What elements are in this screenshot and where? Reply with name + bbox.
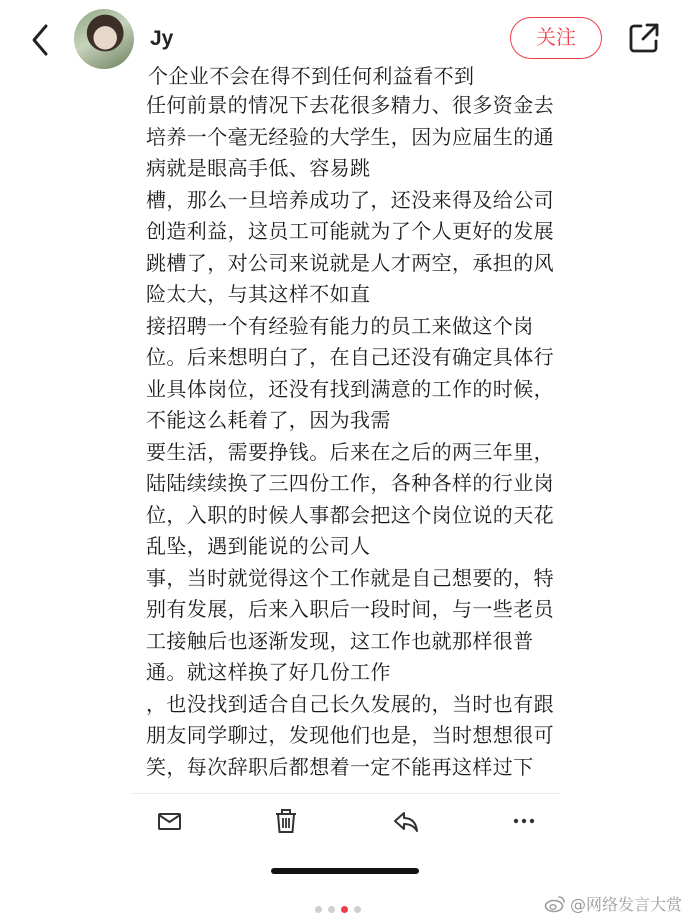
document-line: 险太大，与其这样不如直	[146, 282, 371, 306]
pager-dot[interactable]	[328, 906, 335, 913]
watermark	[544, 892, 682, 915]
document-line: 别有发展，后来入职后一段时间，与一些老员	[146, 597, 554, 621]
document-line: 陆陆续续换了三四份工作，各种各样的行业岗	[146, 471, 554, 495]
document-screenshot	[130, 64, 560, 793]
pager-dot[interactable]	[354, 906, 361, 913]
document-line: 事，当时就觉得这个工作就是自己想要的，特	[146, 565, 554, 590]
document-line: 创造利益，这员工可能就为了个人更好的发展	[146, 219, 554, 243]
pager-dots	[315, 898, 367, 908]
avatar[interactable]	[74, 9, 134, 69]
document-line: 工接触后也逐渐发现，这工作也就那样很普	[146, 628, 534, 653]
mail-toolbar	[130, 795, 560, 855]
mail-icon[interactable]	[156, 807, 184, 835]
document-line: 业具体岗位，还没有找到满意的工作的时候，	[146, 376, 554, 401]
document-line: 病就是眼高手低、容易跳	[146, 156, 371, 180]
document-line: 位。后来想明白了，在自己还没有确定具体行	[146, 345, 554, 369]
document-line: 乱坠，遇到能说的公司人	[146, 534, 371, 558]
pager-dot[interactable]	[315, 906, 322, 913]
share-icon[interactable]	[626, 20, 662, 56]
document-line: 槽，那么一旦培养成功了，还没来得及给公司	[146, 187, 554, 212]
follow-button[interactable]: 关注	[510, 17, 602, 59]
username[interactable]: Jy	[150, 27, 174, 50]
document-line: 笑，每次辞职后都想着一定不能再这样过下	[146, 754, 534, 779]
document-line: 个企业不会在得不到任何利益看不到	[148, 64, 475, 88]
watermark-text: @网络发言大赏	[569, 895, 682, 914]
weibo-icon	[544, 895, 566, 913]
home-indicator[interactable]	[271, 868, 419, 874]
back-icon[interactable]	[26, 20, 54, 60]
trash-icon[interactable]	[272, 807, 300, 835]
document-line: 跳槽了，对公司来说就是人才两空，承担的风	[146, 250, 554, 275]
document-line: 位，入职的时候人事都会把这个岗位说的天花	[146, 502, 554, 527]
document-line: 朋友同学聊过，发现他们也是，当时想想很可	[146, 723, 554, 747]
reply-icon[interactable]	[392, 807, 420, 835]
pager-dot[interactable]	[341, 906, 348, 913]
document-line: 不能这么耗着了，因为我需	[146, 408, 391, 432]
document-line: 任何前景的情况下去花很多精力、很多资金去	[146, 93, 554, 117]
document-line: 培养一个毫无经验的大学生，因为应届生的通	[146, 124, 554, 149]
more-icon[interactable]	[510, 807, 538, 835]
document-line: ，也没找到适合自己长久发展的，当时也有跟	[146, 691, 554, 716]
document-line: 接招聘一个有经验有能力的员工来做这个岗	[146, 313, 534, 338]
document-line: 通。就这样换了好几份工作	[146, 660, 391, 684]
document-line: 要生活，需要挣钱。后来在之后的两三年里，	[146, 439, 554, 464]
toolbar-divider	[130, 793, 560, 794]
